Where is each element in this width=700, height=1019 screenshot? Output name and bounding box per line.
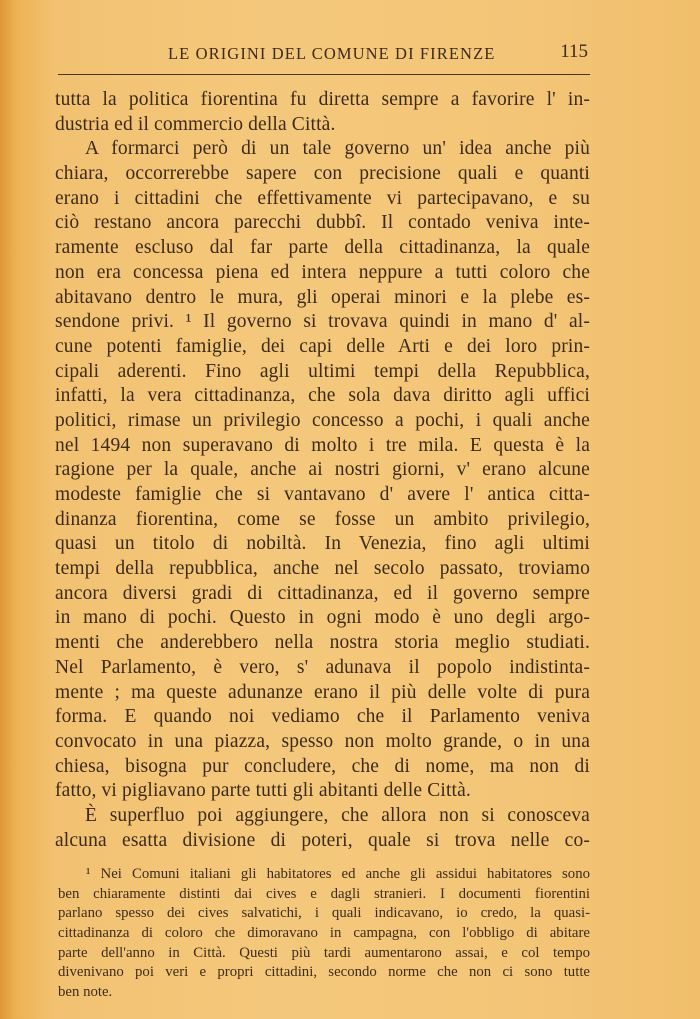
footnote-line: parlano spesso dei cives salvatichi, i quali indicavano, io credo, la quasi- — [58, 905, 590, 922]
text-line: nel 1494 non superavano di molto i tre mila. E questa è la — [55, 434, 590, 456]
text-line: mente ; ma queste adunanze erano il più delle volte di pura — [55, 681, 590, 703]
body-text — [55, 88, 590, 853]
running-title: LE ORIGINI DEL COMUNE DI FIRENZE — [168, 44, 496, 63]
text-line: modeste famiglie che si vantavano d' avere l' antica citta- — [55, 484, 590, 505]
text-line: erano i cittadini che effettivamente vi partecipavano, e su — [55, 187, 590, 209]
text-line: sendone privi. ¹ Il governo si trovava quindi in mano d' al- — [55, 311, 590, 333]
text-line: Nel Parlamento, è vero, s' adunava il popolo indistinta- — [55, 656, 590, 678]
text-line: alcuna esatta divisione di poteri, quale si trova nelle co- — [55, 829, 590, 851]
text-line: forma. E quando noi vediamo che il Parlamento veniva — [55, 706, 590, 728]
running-head — [58, 41, 590, 68]
footnote-line: parte dell'anno in Città. Questi più tardi aumentarono assai, e col tempo — [58, 944, 590, 961]
page-number: 115 — [560, 41, 588, 62]
header-rule — [58, 74, 590, 75]
text-line: menti che anderebbero nella nostra storia meglio studiati. — [55, 632, 590, 654]
text-line: infatti, la vera cittadinanza, che sola dava diritto agli uffici — [55, 385, 590, 407]
text-line: chiara, occorrerebbe sapere con precisione quali e quanti — [55, 163, 590, 185]
text-line: È superfluo poi aggiungere, che allora non si conosceva — [85, 804, 590, 826]
footnotes — [58, 865, 590, 1003]
text-line: dinanza fiorentina, come se fosse un ambito privilegio, — [55, 508, 590, 530]
text-line: cune potenti famiglie, dei capi delle Arti e dei loro prin- — [55, 335, 590, 357]
text-line: ramente escluso dal far parte della cittadinanza, la quale — [55, 237, 590, 259]
text-line: ciò restano ancora parecchi dubbî. Il contado veniva inte- — [55, 212, 590, 234]
text-line: abitavano dentro le mura, gli operai minori e la plebe es- — [55, 286, 590, 308]
footnote-line: divenivano poi veri e propri cittadini, secondo norme che non ci sono tutte — [58, 964, 590, 981]
text-line: ragione per la quale, anche ai nostri giorni, v' erano alcune — [55, 459, 590, 481]
footnote-line: ben chiaramente distinti dai cives e dagli stranieri. I documenti fiorentini — [58, 885, 590, 902]
text-line: dustria ed il commercio della Città. — [55, 113, 336, 135]
footnote-line: cittadinanza di coloro che dimoravano in campagna, con l'obbligo di abitare — [58, 925, 590, 942]
text-line: ancora diversi gradi di cittadinanza, ed il governo sempre — [55, 582, 590, 604]
text-line: fatto, vi pigliavano parte tutti gli abitanti delle Città. — [55, 780, 471, 802]
text-line: chiesa, bisogna pur concludere, che di nome, ma non di — [55, 755, 590, 777]
text-line: A formarci però di un tale governo un' idea anche più — [85, 138, 590, 160]
footnote-line: ben note. — [58, 984, 113, 1001]
text-line: cipali aderenti. Fino agli ultimi tempi della Repubblica, — [55, 360, 590, 382]
footnote-line: ¹ Nei Comuni italiani gli habitatores ed anche gli assidui habitatores sono — [86, 866, 590, 882]
text-line: tempi della repubblica, anche nel secolo passato, troviamo — [55, 558, 590, 580]
page-edge-shadow — [0, 0, 14, 1019]
text-line: tutta la politica fiorentina fu diretta sempre a favorire l' in- — [55, 89, 590, 110]
text-line: convocato in una piazza, spesso non molto grande, o in una — [55, 730, 590, 752]
text-line: quasi un titolo di nobiltà. In Venezia, fino agli ultimi — [55, 533, 590, 555]
text-line: in mano di pochi. Questo in ogni modo è uno degli argo- — [55, 607, 590, 629]
text-line: non era concessa piena ed intera neppure a tutti coloro che — [55, 261, 590, 283]
text-line: politici, rimase un privilegio concesso a pochi, i quali anche — [55, 409, 590, 431]
